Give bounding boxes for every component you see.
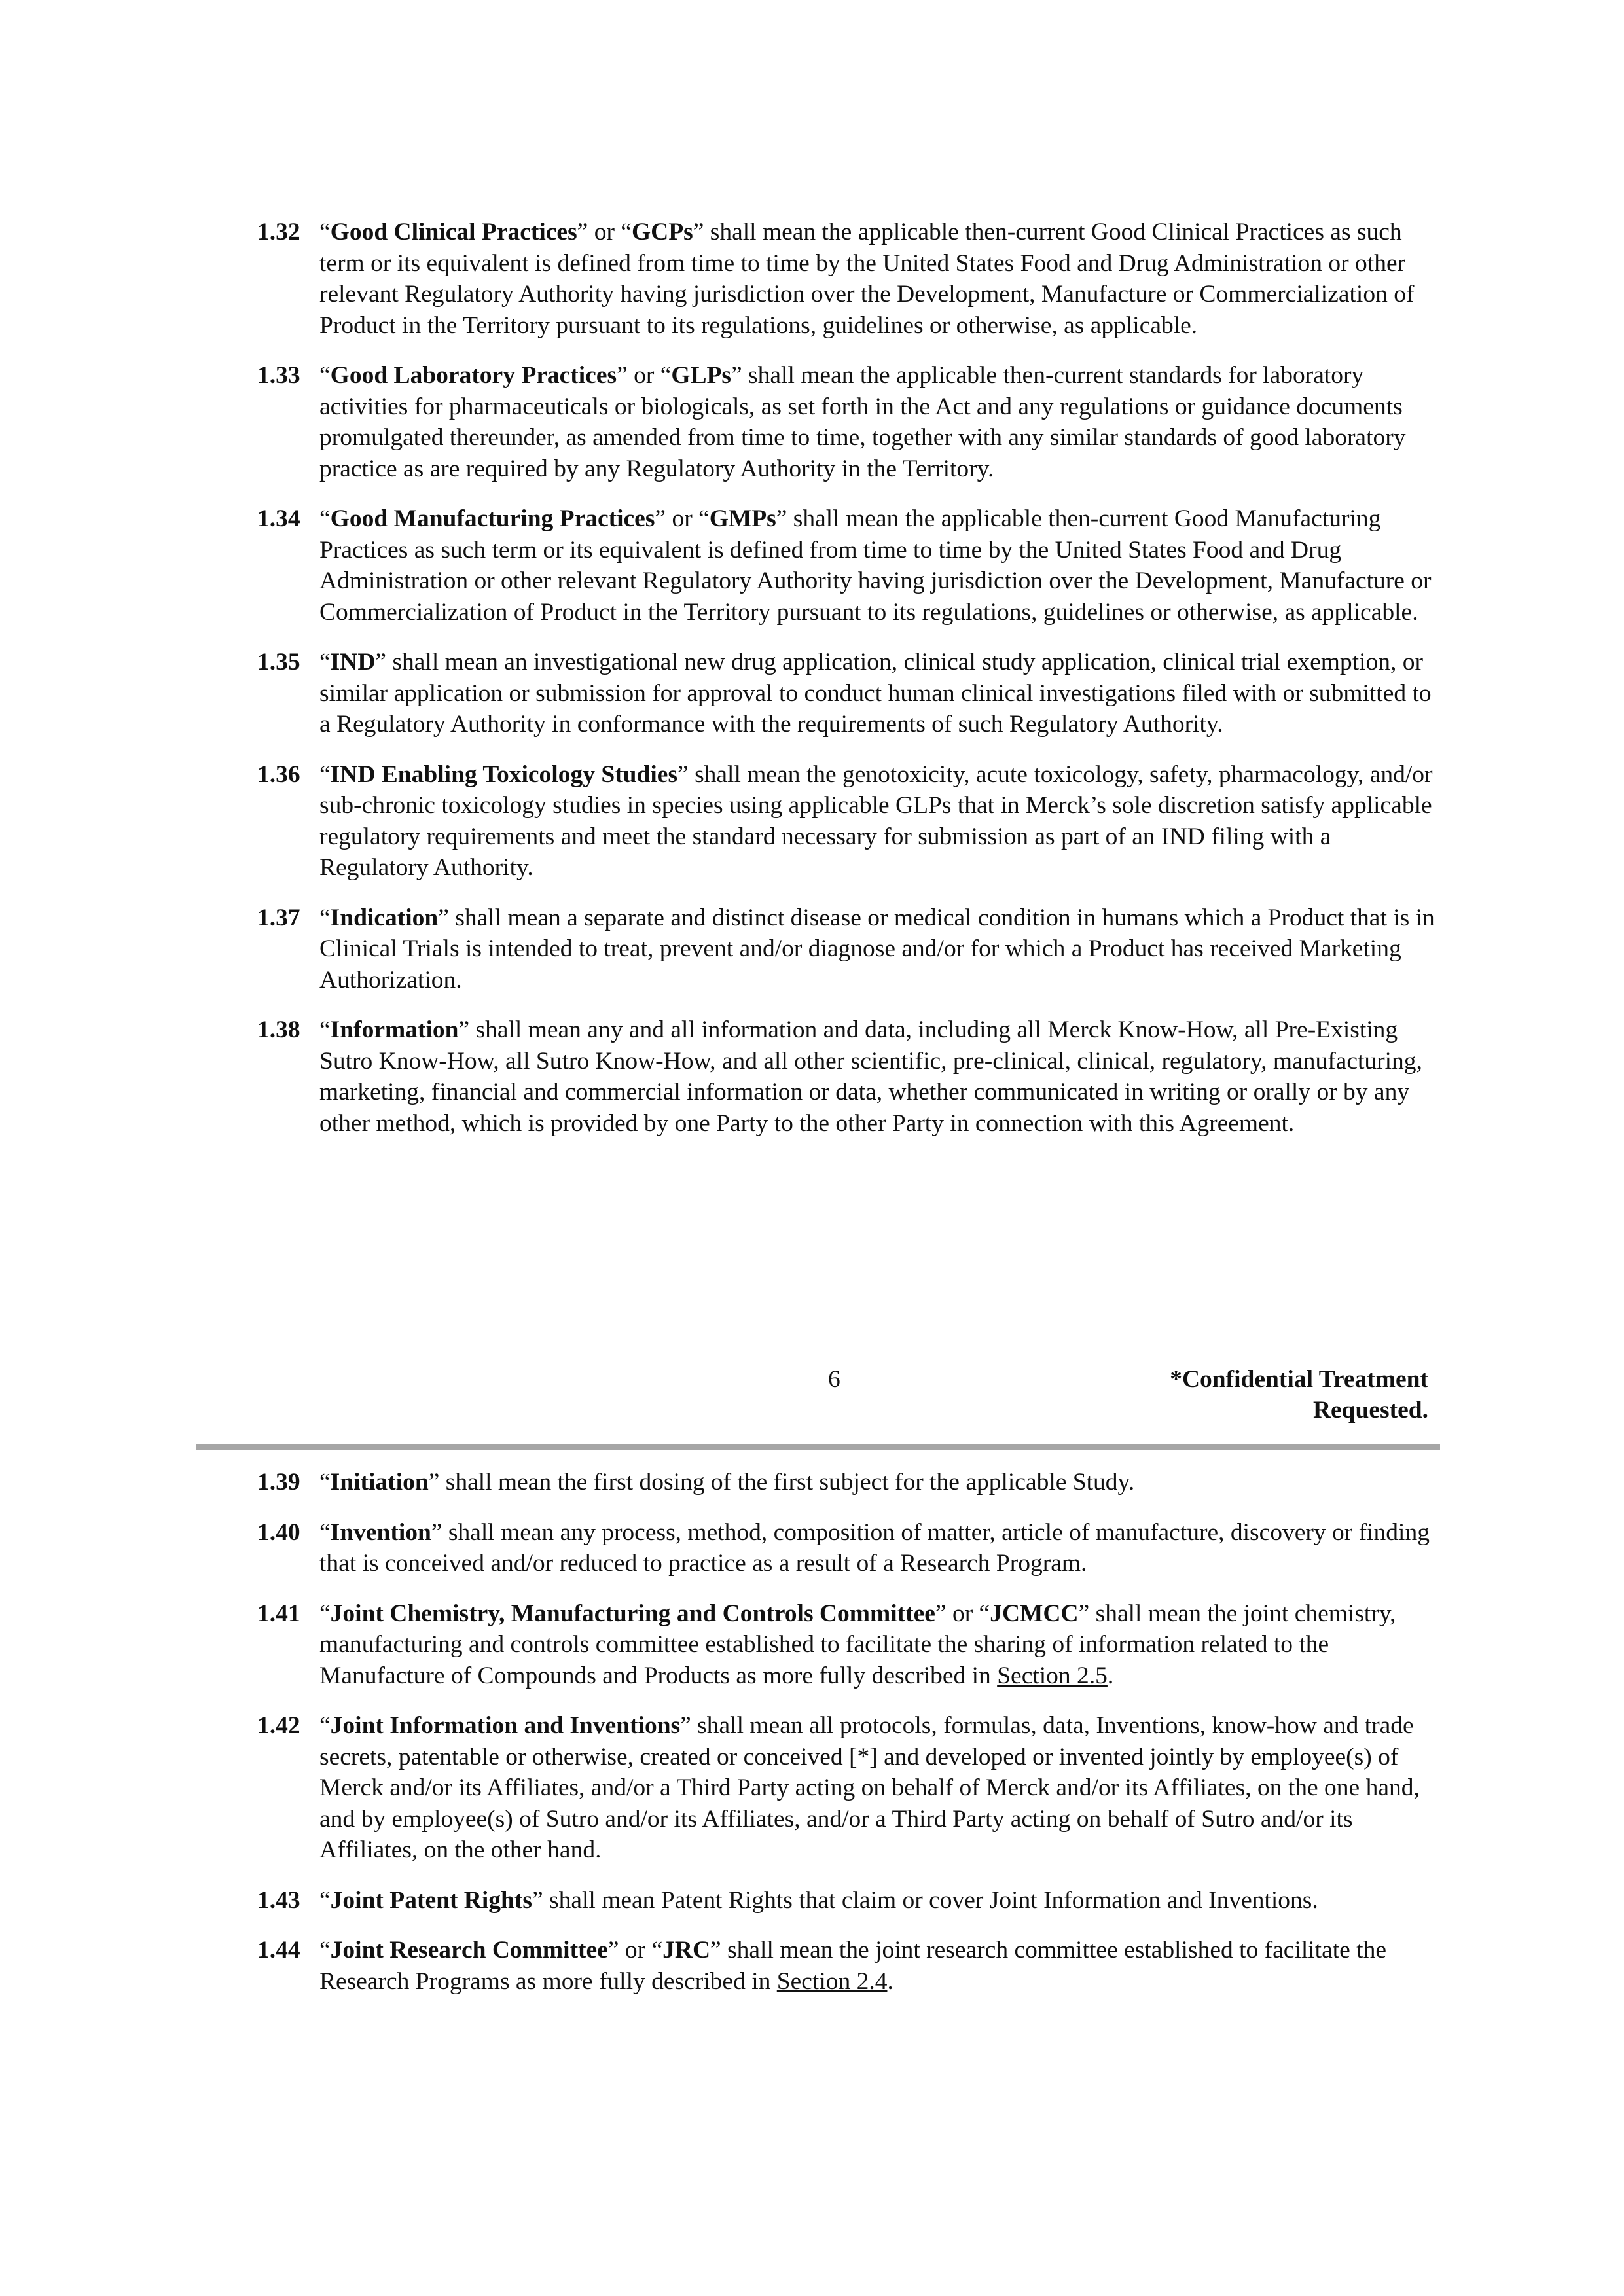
definition-number: 1.34 bbox=[257, 505, 300, 532]
definition-1-34 bbox=[257, 503, 1435, 628]
page-footer bbox=[196, 1364, 1440, 1436]
definition-body-text: . bbox=[887, 1967, 893, 1995]
definition-text bbox=[319, 1887, 1318, 1914]
definition-number: 1.33 bbox=[257, 362, 300, 389]
definition-number: 1.42 bbox=[257, 1712, 300, 1739]
definition-text bbox=[319, 1712, 1420, 1863]
definition-body-text: ” or “ bbox=[655, 505, 710, 532]
definition-body-text: ” shall mean an investigational new drug application, clinical study application, clinical trial exemption, or similar application or submission for approval to conduct human clinical investigations filed with or submitted to a Regulatory Authority in conformance with the requirements of such Regulatory Authority. bbox=[319, 649, 1432, 738]
definition-text bbox=[319, 1937, 1386, 1995]
defined-term: Indication bbox=[330, 904, 439, 931]
definition-1-37 bbox=[257, 903, 1435, 996]
definition-text bbox=[319, 761, 1432, 882]
definition-text bbox=[319, 649, 1432, 738]
definition-1-38 bbox=[257, 1014, 1435, 1139]
definition-1-33 bbox=[257, 360, 1435, 484]
defined-term: Joint Chemistry, Manufacturing and Controls Committee bbox=[330, 1600, 935, 1627]
definition-1-40 bbox=[257, 1517, 1435, 1579]
definition-body-text: “ bbox=[319, 649, 331, 675]
defined-term: Joint Patent Rights bbox=[330, 1886, 532, 1914]
definition-body-text: “ bbox=[319, 1886, 331, 1914]
definition-text bbox=[319, 362, 1406, 482]
definition-body-text: ” shall mean the first dosing of the first subject for the applicable Study. bbox=[428, 1469, 1135, 1496]
defined-term: IND Enabling Toxicology Studies bbox=[330, 761, 678, 788]
definition-text bbox=[319, 1016, 1422, 1137]
definition-body-text: ” shall mean any and all information and data, including all Merck Know-How, all Pre-Existing Sutro Know-How, all Sutro Know-How, and all other scientific, pre-clinical, clinical, regulatory, manufacturing, marketing, financial and commercial information or data, whether communicated in writing or orally or by any other method, which is provided by one Party to the other Party in connection with this Agreement. bbox=[319, 1016, 1422, 1137]
defined-term: Joint Information and Inventions bbox=[330, 1712, 681, 1739]
definition-body-text: ” or “ bbox=[607, 1937, 663, 1964]
confidential-notice bbox=[1170, 1364, 1428, 1426]
definition-number: 1.37 bbox=[257, 904, 300, 931]
definition-number: 1.36 bbox=[257, 761, 300, 788]
defined-term: Invention bbox=[330, 1518, 431, 1546]
definition-body-text: ” or “ bbox=[935, 1600, 990, 1627]
section-reference: Section 2.5 bbox=[997, 1662, 1108, 1689]
definition-1-36 bbox=[257, 759, 1435, 884]
section-reference: Section 2.4 bbox=[776, 1967, 888, 1995]
definition-body-text: “ bbox=[319, 362, 331, 389]
defined-term: JCMCC bbox=[990, 1600, 1079, 1627]
page-separator bbox=[196, 1444, 1440, 1450]
definition-body-text: “ bbox=[319, 505, 331, 532]
confidential-line-1: *Confidential Treatment bbox=[1170, 1366, 1428, 1393]
definition-body-text: . bbox=[1107, 1662, 1114, 1689]
definition-1-39 bbox=[257, 1467, 1435, 1498]
definition-number: 1.44 bbox=[257, 1937, 300, 1964]
definition-body-text: ” shall mean a separate and distinct disease or medical condition in humans which a Product that is in Clinical Trials is intended to treat, prevent and/or diagnose and/or for which a Product has received Marketing Authorization. bbox=[319, 904, 1435, 994]
definition-body-text: ” shall mean the genotoxicity, acute toxicology, safety, pharmacology, and/or sub-chronic toxicology studies in species using applicable GLPs that in Merck’s sole discretion satisfy applicable regulatory requirements and meet the standard necessary for submission as part of an IND filing with a Regulatory Authority. bbox=[319, 761, 1433, 881]
definition-body-text: “ bbox=[319, 1712, 331, 1739]
definition-1-42 bbox=[257, 1710, 1435, 1866]
definitions-section-top bbox=[257, 217, 1435, 1158]
defined-term: JRC bbox=[662, 1937, 711, 1964]
defined-term: GMPs bbox=[709, 505, 776, 532]
defined-term: GLPs bbox=[671, 362, 732, 389]
definitions-section-bottom bbox=[257, 1467, 1435, 2016]
defined-term: Good Clinical Practices bbox=[330, 219, 577, 245]
defined-term: Good Manufacturing Practices bbox=[330, 505, 655, 532]
defined-term: Good Laboratory Practices bbox=[330, 362, 617, 389]
definition-body-text: ” shall mean the applicable then-current Good Manufacturing Practices as such term or its equivalent is defined from time to time by the United States Food and Drug Administration or other relevant Regulatory Authority having jurisdiction over the Development, Manufacture or Commercialization of Product in the Territory pursuant to its regulations, guidelines or otherwise, as applicable. bbox=[319, 505, 1432, 626]
definition-body-text: “ bbox=[319, 219, 331, 245]
definition-number: 1.39 bbox=[257, 1469, 300, 1496]
definition-text bbox=[319, 1519, 1430, 1577]
defined-term: Initiation bbox=[330, 1469, 429, 1496]
defined-term: Information bbox=[330, 1016, 459, 1043]
definition-number: 1.43 bbox=[257, 1886, 300, 1914]
definition-1-35 bbox=[257, 647, 1435, 740]
definition-body-text: ” shall mean all protocols, formulas, data, Inventions, know-how and trade secrets, patentable or otherwise, created or conceived [*] and developed or invented jointly by employee(s) of Merck and/or its Affiliates, and/or a Third Party acting on behalf of Merck and/or its Affiliates, on the one hand, and by employee(s) of Sutro and/or its Affiliates, and/or a Third Party acting on behalf of Sutro and/or its Affiliates, on the other hand. bbox=[319, 1712, 1420, 1863]
definition-body-text: “ bbox=[319, 904, 331, 931]
definition-body-text: ” shall mean Patent Rights that claim or cover Joint Information and Inventions. bbox=[532, 1886, 1318, 1914]
definition-text bbox=[319, 905, 1435, 994]
definition-text bbox=[319, 219, 1414, 339]
definition-number: 1.38 bbox=[257, 1016, 300, 1043]
definition-number: 1.40 bbox=[257, 1518, 300, 1546]
definition-number: 1.35 bbox=[257, 649, 300, 675]
definition-text bbox=[319, 1600, 1396, 1689]
definition-number: 1.41 bbox=[257, 1600, 300, 1627]
definition-body-text: ” shall mean any process, method, composition of matter, article of manufacture, discovery or finding that is conceived and/or reduced to practice as a result of a Research Program. bbox=[319, 1518, 1430, 1577]
definition-body-text: “ bbox=[319, 1469, 331, 1496]
defined-term: IND bbox=[330, 649, 376, 675]
definition-text bbox=[319, 1469, 1134, 1496]
definition-text bbox=[319, 505, 1432, 626]
definition-body-text: ” shall mean the joint research committee established to facilitate the Research Programs as more fully described in bbox=[319, 1937, 1386, 1995]
definition-body-text: ” or “ bbox=[577, 219, 632, 245]
definition-body-text: ” shall mean the applicable then-current standards for laboratory activities for pharmaceuticals or biologicals, as set forth in the Act and any regulations or guidance documents promulgated thereunder, as amended from time to time, together with any similar standards of good laboratory practice as are required by any Regulatory Authority in the Territory. bbox=[319, 362, 1406, 482]
definition-body-text: ” or “ bbox=[617, 362, 672, 389]
definition-number: 1.32 bbox=[257, 219, 300, 245]
definition-1-41 bbox=[257, 1598, 1435, 1692]
definition-body-text: ” shall mean the joint chemistry, manufacturing and controls committee established to facilitate the sharing of information related to the Manufacture of Compounds and Products as more fully described in bbox=[319, 1600, 1396, 1689]
definition-1-44 bbox=[257, 1935, 1435, 1997]
confidential-line-2: Requested. bbox=[1312, 1397, 1428, 1424]
definition-body-text: “ bbox=[319, 1518, 331, 1546]
defined-term: GCPs bbox=[631, 219, 693, 245]
page-number: 6 bbox=[828, 1366, 840, 1393]
definition-body-text: “ bbox=[319, 1600, 331, 1627]
definition-body-text: “ bbox=[319, 1937, 331, 1964]
definition-body-text: “ bbox=[319, 761, 331, 788]
defined-term: Joint Research Committee bbox=[330, 1937, 608, 1964]
definition-1-43 bbox=[257, 1885, 1435, 1916]
definition-1-32 bbox=[257, 217, 1435, 341]
definition-body-text: ” shall mean the applicable then-current Good Clinical Practices as such term or its equivalent is defined from time to time by the United States Food and Drug Administration or other relevant Regulatory Authority having jurisdiction over the Development, Manufacture or Commercialization of Product in the Territory pursuant to its regulations, guidelines or otherwise, as applicable. bbox=[319, 219, 1415, 339]
definition-body-text: “ bbox=[319, 1016, 331, 1043]
